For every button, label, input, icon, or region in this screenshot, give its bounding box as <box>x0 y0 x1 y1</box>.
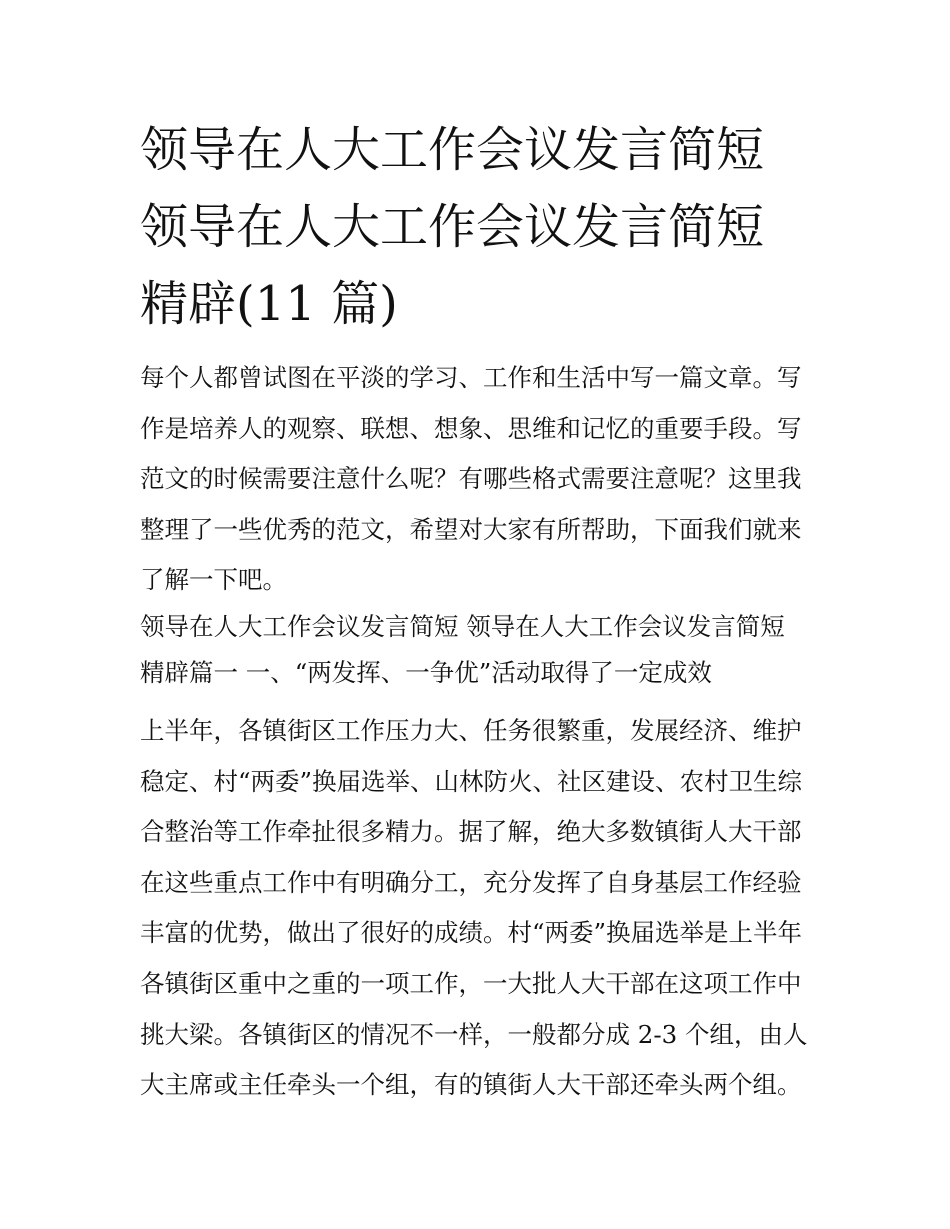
intro-line: 每个人都曾试图在平淡的学习、工作和生活中写一篇文章。写 <box>140 363 802 392</box>
intro-line: 作是培养人的观察、联想、想象、思维和记忆的重要手段。写 <box>140 413 802 443</box>
section-heading <box>140 604 820 696</box>
title-line: 领导在人大工作会议发言简短 <box>140 199 765 255</box>
paragraph-line: 上半年，各镇街区工作压力大、任务很繁重，发展经济、维护 <box>140 716 802 745</box>
section-heading-line: 精辟篇一 一、“两发挥、一争优”活动取得了一定成效 <box>140 658 712 687</box>
intro-line: 范文的时候需要注意什么呢？有哪些格式需要注意呢？这里我 <box>140 464 802 493</box>
intro-line: 整理了一些优秀的范文，希望对大家有所帮助，下面我们就来 <box>140 514 802 544</box>
intro-paragraph <box>140 353 820 606</box>
paragraph-line: 各镇街区重中之重的一项工作，一大批人大干部在这项工作中 <box>140 968 802 998</box>
paragraph-line: 大主席或主任牵头一个组，有的镇街人大干部还牵头两个组。 <box>140 1070 802 1100</box>
paragraph-line: 挑大梁。各镇街区的情况不一样，一般都分成 2-3 个组，由人 <box>140 1019 808 1049</box>
document-title <box>140 112 820 343</box>
intro-line: 了解一下吧。 <box>140 565 287 594</box>
title-line: 精辟(11 篇) <box>140 276 398 332</box>
body-paragraph <box>140 706 820 1111</box>
paragraph-line: 丰富的优势，做出了很好的成绩。村“两委”换届选举是上半年 <box>140 918 803 948</box>
title-line: 领导在人大工作会议发言简短 <box>140 122 765 178</box>
paragraph-line: 合整治等工作牵扯很多精力。据了解，绝大多数镇街人大干部 <box>140 817 802 847</box>
paragraph-line: 稳定、村“两委”换届选举、山林防火、社区建设、农村卫生综 <box>140 766 803 796</box>
section-heading-line: 领导在人大工作会议发言简短 领导在人大工作会议发言简短 <box>140 612 785 641</box>
paragraph-line: 在这些重点工作中有明确分工，充分发挥了自身基层工作经验 <box>140 867 802 897</box>
